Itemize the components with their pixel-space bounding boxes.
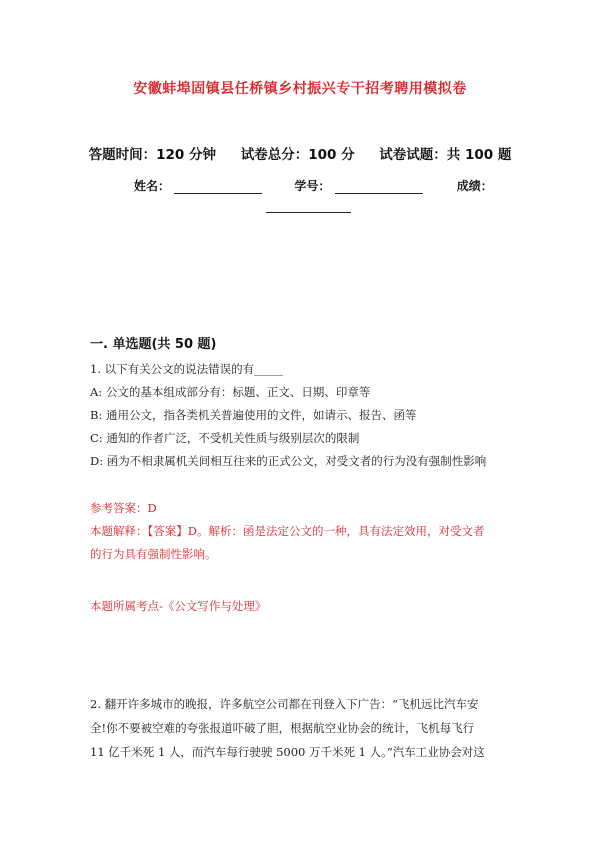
question-1-option-c: C: 通知的作者广泛，不受机关性质与级别层次的限制: [90, 431, 360, 445]
student-id-label: 学号：: [294, 179, 331, 193]
exam-title: 安徽蚌埠固镇县任桥镇乡村振兴专干招考聘用模拟卷: [133, 81, 467, 97]
question-2-line3: 11 亿千米死 1 人，而汽车每行驶驶 5000 万千米死 1 人。”汽车工业协会对这: [90, 745, 485, 759]
question-1-option-a: A: 公文的基本组成部分有：标题、正文、日期、印章等: [90, 385, 371, 399]
question-2-line2: 全!你不要被空难的夸张报道吓破了胆，根据航空业协会的统计，飞机每飞行: [90, 721, 475, 735]
score-label: 成绩：: [456, 179, 493, 193]
score-field[interactable]: [266, 212, 351, 213]
section-title: 一. 单选题(共 50 题): [90, 337, 217, 352]
question-1-option-d: D: 函为不相隶属机关间相互往来的正式公文，对受文者的行为没有强制性影响: [90, 454, 487, 468]
student-id-field[interactable]: [335, 181, 423, 194]
question-1-option-b: B: 通用公文，指各类机关普遍使用的文件，如请示、报告、函等: [90, 408, 417, 422]
exam-info: [0, 143, 600, 163]
student-fields: [134, 177, 493, 194]
exam-question-count: 试卷试题：共 100 题: [379, 147, 512, 163]
name-field[interactable]: [174, 181, 262, 194]
question-1-answer: 参考答案：D: [90, 501, 157, 515]
exam-time: 答题时间：120 分钟: [88, 147, 216, 163]
question-1-stem: 1. 以下有关公文的说法错误的有_____: [90, 362, 283, 376]
name-label: 姓名：: [134, 179, 171, 193]
question-2-line1: 2. 翻开许多城市的晚报，许多航空公司都在刊登入下广告：“飞机远比汽车安: [90, 697, 479, 711]
question-1-topic: 本题所属考点-《公文写作与处理》: [90, 599, 267, 613]
question-1-explanation-line2: 的行为具有强制性影响。: [90, 547, 217, 561]
exam-total-score: 试卷总分：100 分: [240, 147, 355, 163]
question-1-explanation-line1: 本题解释：【答案】D。解析：函是法定公文的一种，具有法定效用，对受文者: [90, 524, 485, 538]
